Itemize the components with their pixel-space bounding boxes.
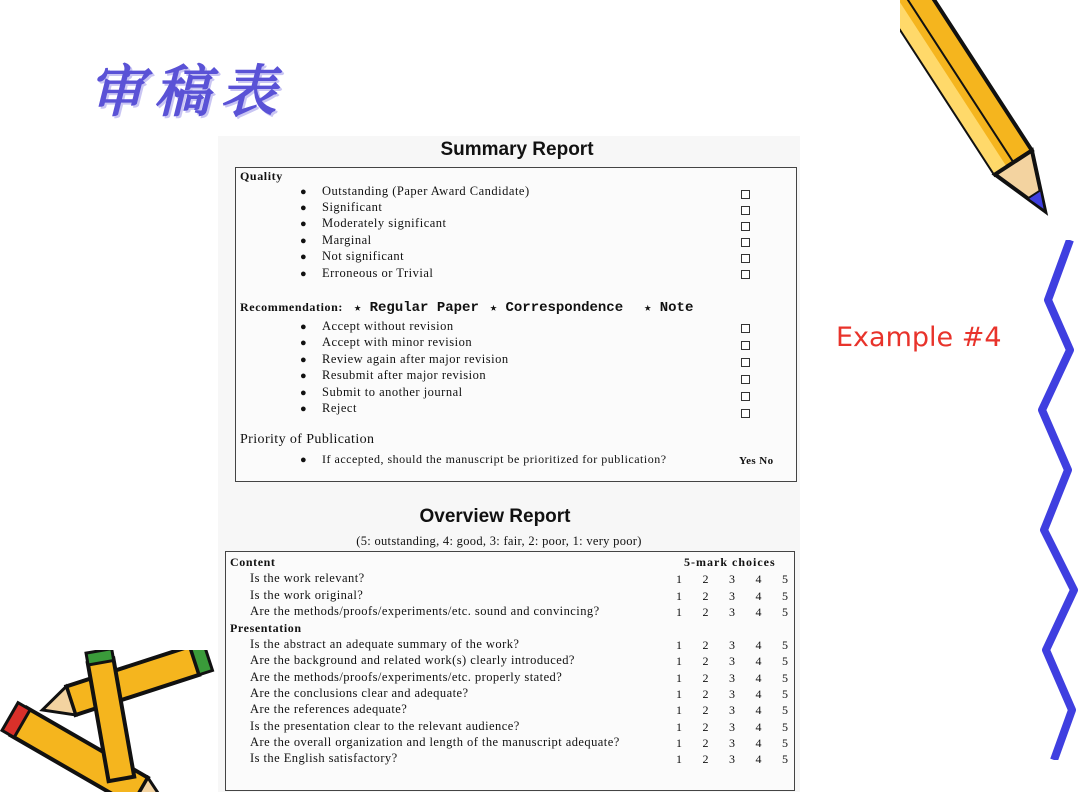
score-option[interactable]: 2 [702,605,709,619]
score-choices [676,720,788,735]
score-choices [676,605,788,620]
wavy-line-icon [1030,240,1080,760]
quality-item: ● Moderately significant [300,216,447,230]
overview-report-box [225,551,795,791]
score-option[interactable]: 3 [729,572,735,586]
score-option[interactable]: 5 [782,687,788,701]
rec-option-correspondence: Correspondence [505,300,624,316]
recommendation-checkbox[interactable] [741,375,750,384]
question-row: Are the overall organization and length of the manuscript adequate? [250,735,620,749]
score-choices [676,671,788,686]
question-row: Are the background and related work(s) clearly introduced? [250,653,575,667]
quality-checkbox[interactable] [741,222,750,231]
score-option[interactable]: 2 [702,654,709,668]
score-choices [676,752,788,767]
score-option[interactable]: 2 [702,752,709,766]
score-choices [676,638,788,653]
overview-report-title: Overview Report [419,506,571,527]
recommendation-item: ● Submit to another journal [300,385,463,399]
score-option[interactable]: 1 [676,654,682,668]
recommendation-item: ● Review again after major revision [300,352,509,366]
score-choices [676,572,788,587]
recommendation-item: ● Accept with minor revision [300,335,473,349]
score-option[interactable]: 5 [782,703,788,717]
score-option[interactable]: 4 [755,720,762,734]
score-option[interactable]: 3 [729,605,735,619]
score-option[interactable]: 3 [729,720,735,734]
score-option[interactable]: 1 [676,752,682,766]
score-choices [676,687,788,702]
question-row: Is the presentation clear to the relevant audience? [250,719,520,733]
score-option[interactable]: 1 [676,720,682,734]
score-option[interactable]: 1 [676,605,682,619]
question-row: Are the methods/proofs/experiments/etc. sound and convincing? [250,604,600,618]
score-option[interactable]: 1 [676,671,682,685]
review-form [218,136,800,792]
score-option[interactable]: 4 [755,703,762,717]
quality-item: ● Not significant [300,249,405,263]
score-option[interactable]: 4 [755,671,762,685]
pencil-top-right-icon [900,0,1080,260]
score-option[interactable]: 5 [782,720,788,734]
score-option[interactable]: 1 [676,589,682,603]
score-option[interactable]: 1 [676,687,682,701]
score-option[interactable]: 2 [702,687,709,701]
quality-item: ● Erroneous or Trivial [300,266,434,280]
score-option[interactable]: 5 [782,605,788,619]
recommendation-checkbox[interactable] [741,409,750,418]
rec-option-note: Note [659,300,694,316]
question-row: Are the methods/proofs/experiments/etc. properly stated? [250,670,563,684]
score-option[interactable]: 2 [702,671,709,685]
score-option[interactable]: 2 [702,720,709,734]
score-option[interactable]: 5 [782,638,788,652]
score-choices [676,589,788,604]
recommendation-checkbox[interactable] [741,324,750,333]
score-option[interactable]: 5 [782,654,788,668]
content-heading: Content [230,555,276,569]
pencils-bottom-left-icon [0,650,220,792]
score-option[interactable]: 2 [702,638,709,652]
score-option[interactable]: 4 [755,572,762,586]
recommendation-checkbox[interactable] [741,392,750,401]
score-option[interactable]: 1 [676,638,682,652]
star-icon: ★ [353,301,362,315]
score-option[interactable]: 4 [755,605,762,619]
score-option[interactable]: 5 [782,671,788,685]
rating-scale-legend: (5: outstanding, 4: good, 3: fair, 2: poor, 1: very poor) [356,534,642,548]
score-option[interactable]: 4 [755,654,762,668]
score-choices [676,703,788,718]
quality-heading: Quality [240,169,283,183]
score-option[interactable]: 2 [702,703,709,717]
summary-report-title: Summary Report [440,139,594,160]
choices-heading: 5-mark choices [684,555,776,569]
priority-question: ● If accepted, should the manuscript be prioritized for publication? [300,452,667,466]
quality-checkbox[interactable] [741,190,750,199]
score-option[interactable]: 4 [755,752,762,766]
score-option[interactable]: 1 [676,572,682,586]
score-option[interactable]: 3 [729,687,735,701]
score-option[interactable]: 3 [729,736,735,750]
score-option[interactable]: 1 [676,736,682,750]
quality-item: ● Outstanding (Paper Award Candidate) [300,184,530,198]
question-row: Are the references adequate? [250,702,408,716]
score-option[interactable]: 4 [755,589,762,603]
score-option[interactable]: 3 [729,589,735,603]
recommendation-item: ● Resubmit after major revision [300,368,487,382]
score-option[interactable]: 2 [702,572,709,586]
score-option[interactable]: 4 [755,687,762,701]
quality-checkbox[interactable] [741,238,750,247]
score-option[interactable]: 3 [729,671,735,685]
slide-title: 审稿表 [88,59,286,125]
score-option[interactable]: 3 [729,654,735,668]
quality-checkbox[interactable] [741,254,750,263]
score-choices [676,736,788,751]
score-option[interactable]: 2 [702,736,709,750]
score-option[interactable]: 4 [755,736,762,750]
recommendation-checkbox[interactable] [741,341,750,350]
recommendation-heading: Recommendation: ★ Regular Paper ★ Correspondence ★ Note [240,300,694,316]
example-label: Example #4 [836,322,1002,353]
score-option[interactable]: 4 [755,638,762,652]
score-option[interactable]: 5 [782,572,788,586]
score-option[interactable]: 5 [782,752,788,766]
summary-report-box [235,167,797,482]
quality-item: ● Significant [300,200,383,214]
yes-no-choice[interactable]: Yes No [739,455,774,467]
star-icon: ★ [489,301,498,315]
score-option[interactable]: 3 [729,703,735,717]
question-row: Is the work relevant? [250,571,365,585]
question-row: Is the work original? [250,588,364,602]
recommendation-item: ● Accept without revision [300,319,454,333]
star-icon: ★ [644,301,652,315]
score-option[interactable]: 3 [729,752,735,766]
presentation-heading: Presentation [230,621,302,635]
question-row: Is the abstract an adequate summary of the work? [250,637,520,651]
quality-checkbox[interactable] [741,206,750,215]
quality-item: ● Marginal [300,233,372,247]
question-row: Are the conclusions clear and adequate? [250,686,469,700]
rec-option-regular-paper: Regular Paper [369,300,479,316]
recommendation-checkbox[interactable] [741,358,750,367]
score-choices [676,654,788,669]
score-option[interactable]: 1 [676,703,682,717]
priority-heading: Priority of Publication [240,432,375,447]
question-row: Is the English satisfactory? [250,751,398,765]
recommendation-item: ● Reject [300,401,357,415]
score-option[interactable]: 5 [782,589,788,603]
quality-checkbox[interactable] [741,270,750,279]
score-option[interactable]: 5 [782,736,788,750]
score-option[interactable]: 3 [729,638,735,652]
score-option[interactable]: 2 [702,589,709,603]
